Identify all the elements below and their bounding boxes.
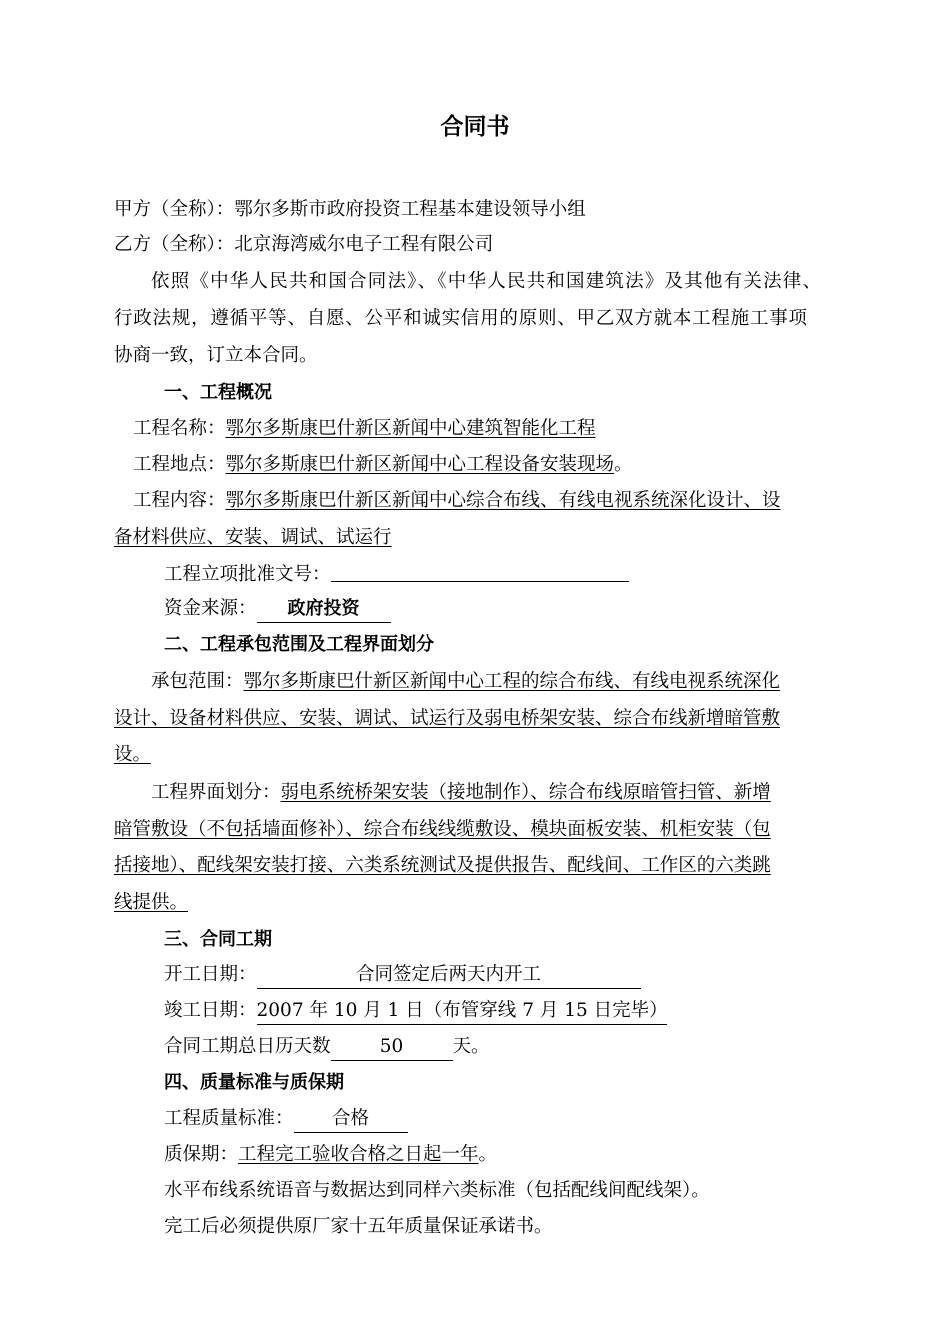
- warranty-line: [164, 1142, 497, 1168]
- approval-number-label: 工程立项批准文号：: [164, 564, 331, 585]
- warranty-value: 工程完工验收合格之日起一年: [238, 1144, 479, 1165]
- interface-value-4: 线提供。: [114, 892, 189, 913]
- funding-source-label: 资金来源：: [164, 598, 257, 619]
- scope-value-1: 鄂尔多斯康巴什新区新闻中心工程的综合布线、有线电视系统深化: [243, 671, 781, 692]
- project-name-value: 鄂尔多斯康巴什新区新闻中心建筑智能化工程: [225, 418, 596, 439]
- section3-heading: 三、合同工期: [164, 929, 272, 950]
- party-b-line: [114, 232, 493, 258]
- approval-number-line: [164, 561, 629, 588]
- project-location-value: 鄂尔多斯康巴什新区新闻中心工程设备安装现场: [225, 454, 615, 475]
- total-days-value: 50: [331, 1034, 453, 1061]
- end-date-line: [164, 998, 667, 1025]
- party-b-label: 乙方（全称）：: [114, 234, 235, 255]
- project-content-line-2: [114, 525, 392, 551]
- end-date-value: 2007 年 10 月 1 日（布管穿线 7 月 15 日完毕）: [257, 998, 667, 1025]
- warranty-label: 质保期：: [164, 1144, 239, 1165]
- party-a-label: 甲方（全称）：: [114, 199, 235, 220]
- section1-heading: 一、工程概况: [164, 382, 272, 403]
- end-date-label: 竣工日期：: [164, 1000, 257, 1021]
- preamble-line-2: 行政法规，遵循平等、自愿、公平和诚实信用的原则、甲乙双方就本工程施工事项: [114, 308, 807, 329]
- scope-line-3: [114, 742, 151, 768]
- project-location-label: 工程地点：: [133, 454, 226, 475]
- warranty-end: 。: [478, 1144, 498, 1165]
- project-content-line-1: [133, 488, 807, 514]
- project-content-value-1: 鄂尔多斯康巴什新区新闻中心综合布线、有线电视系统深化设计、设: [225, 490, 781, 511]
- scope-label: 承包范围：: [151, 671, 244, 692]
- approval-number-blank: [331, 561, 629, 582]
- project-content-label: 工程内容：: [133, 490, 226, 511]
- interface-line-2: [114, 817, 771, 843]
- start-date-line: [164, 962, 641, 989]
- project-content-value-2: 备材料供应、安装、调试、试运行: [114, 527, 392, 548]
- interface-line-3: [114, 853, 771, 879]
- party-a-value: 鄂尔多斯市政府投资工程基本建设领导小组: [234, 199, 586, 220]
- start-date-label: 开工日期：: [164, 964, 257, 985]
- interface-value-2: 暗管敷设（不包括墙面修补）、综合布线线缆敷设、模块面板安装、机柜安装（包: [114, 819, 771, 840]
- party-b-value: 北京海湾威尔电子工程有限公司: [234, 234, 494, 255]
- quality-standard-label: 工程质量标准：: [164, 1108, 294, 1129]
- preamble-line-1: 依照《中华人民共和国合同法》、《中华人民共和国建筑法》及其他有关法律、: [151, 271, 821, 292]
- preamble-line-3: 协商一致，订立本合同。: [114, 345, 318, 366]
- interface-value-3: 括接地）、配线架安装打接、六类系统测试及提供报告、配线间、工作区的六类跳: [114, 855, 771, 876]
- interface-label: 工程界面划分：: [151, 782, 281, 803]
- section4-heading: 四、质量标准与质保期: [164, 1072, 344, 1093]
- project-name-line: [133, 416, 596, 442]
- total-days-label: 合同工期总日历天数: [164, 1036, 331, 1057]
- scope-value-3: 设。: [114, 744, 152, 765]
- quality-note-1: 水平布线系统语音与数据达到同样六类标准（包括配线间配线架）。: [164, 1180, 710, 1201]
- interface-line-1: [151, 780, 771, 806]
- scope-line-2: [114, 706, 780, 732]
- quality-standard-line: [164, 1106, 408, 1133]
- total-days-line: [164, 1034, 490, 1061]
- start-date-value: 合同签定后两天内开工: [257, 962, 641, 989]
- scope-line-1: [151, 669, 780, 695]
- funding-source-value: 政府投资: [257, 596, 391, 623]
- party-a-line: [114, 197, 586, 223]
- interface-line-4: [114, 890, 188, 916]
- total-days-unit: 天。: [452, 1036, 490, 1057]
- funding-source-line: [164, 596, 391, 623]
- interface-value-1: 弱电系统桥架安装（接地制作）、综合布线原暗管扫管、新增: [280, 782, 771, 803]
- quality-standard-value: 合格: [294, 1106, 408, 1133]
- document-title: 合同书: [440, 114, 510, 140]
- project-location-line: [133, 452, 633, 478]
- section2-heading: 二、工程承包范围及工程界面划分: [164, 634, 434, 655]
- scope-value-2: 设计、设备材料供应、安装、调试、试运行及弱电桥架安装、综合布线新增暗管敷: [114, 708, 781, 729]
- project-location-end: 。: [614, 454, 633, 475]
- project-name-label: 工程名称：: [133, 418, 226, 439]
- quality-note-2: 完工后必须提供原厂家十五年质量保证承诺书。: [164, 1216, 553, 1237]
